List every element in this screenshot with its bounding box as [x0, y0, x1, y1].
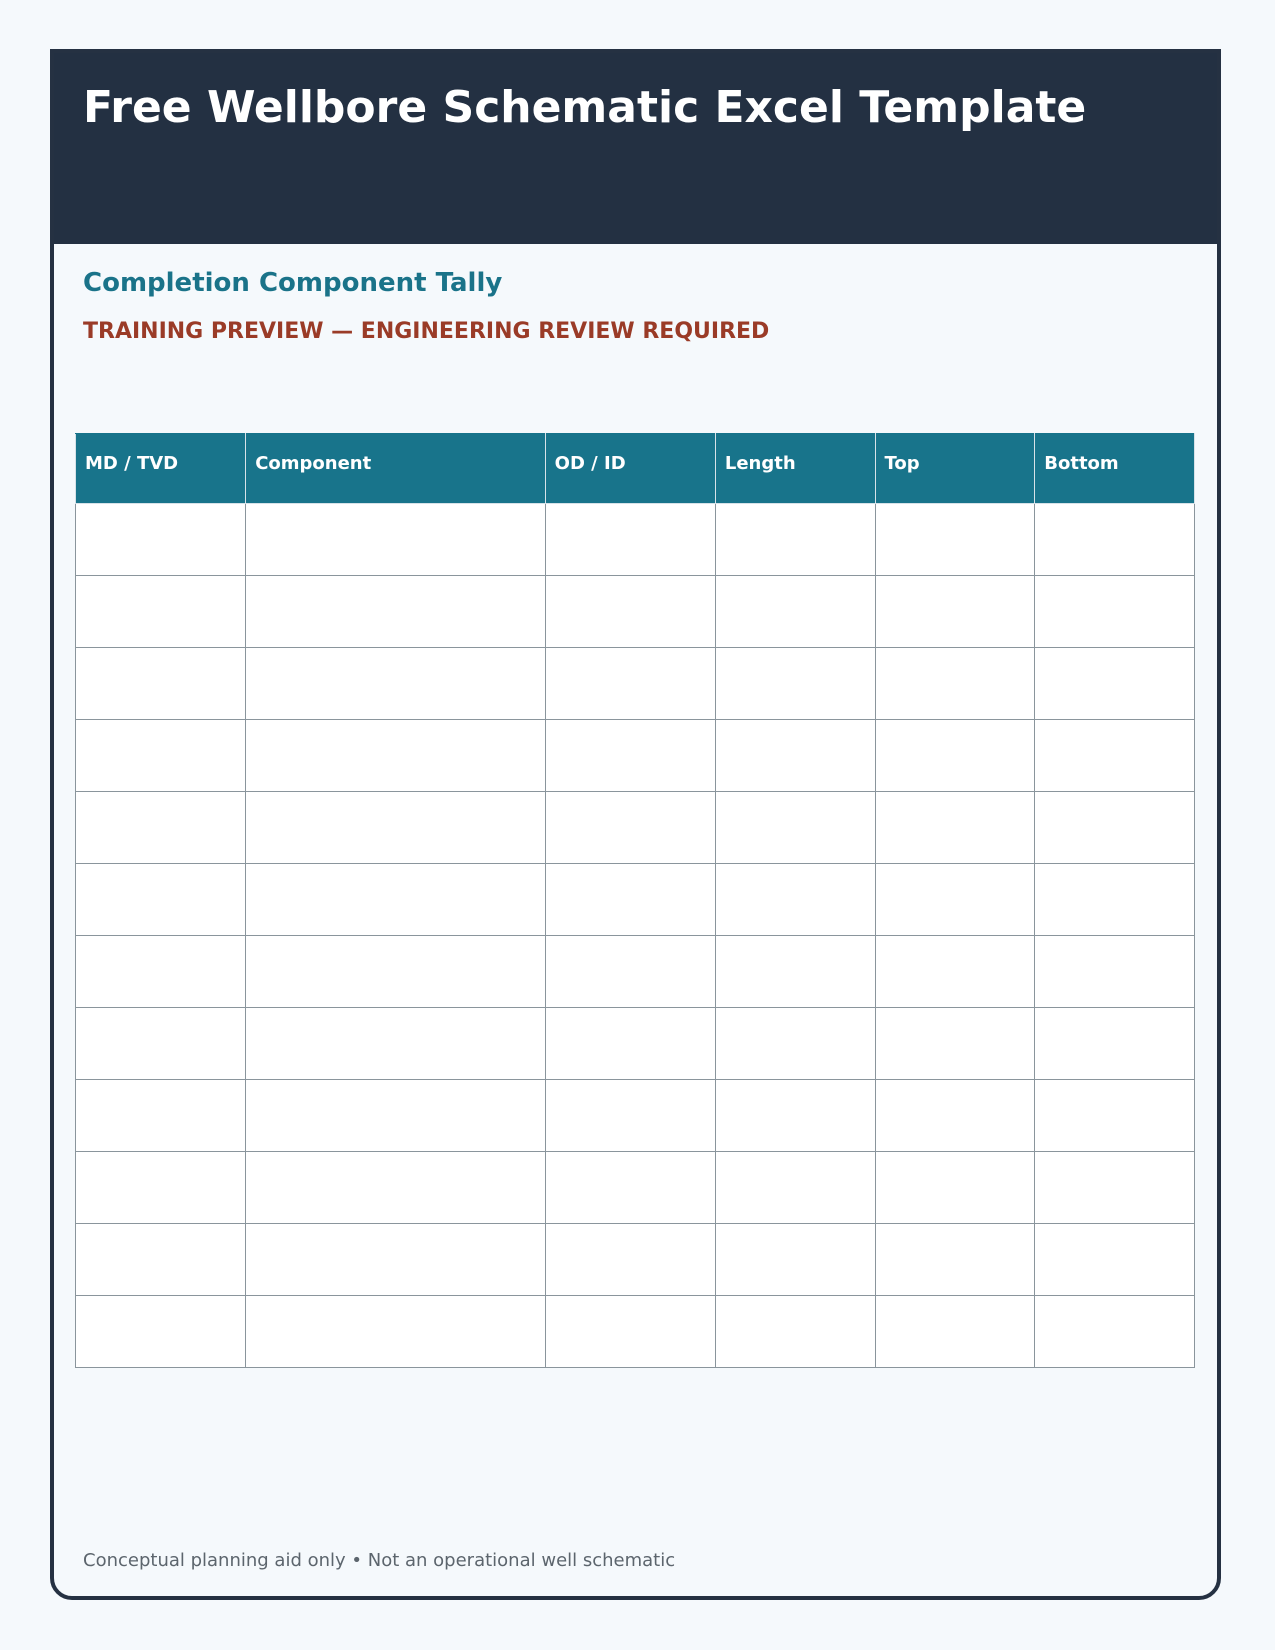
table-cell[interactable] [875, 648, 1035, 720]
table-cell[interactable] [715, 936, 875, 1008]
table-row [76, 504, 1195, 576]
column-header-length: Length [715, 434, 875, 504]
table-cell[interactable] [1035, 792, 1195, 864]
table-cell[interactable] [246, 720, 545, 792]
column-header-od-id: OD / ID [545, 434, 715, 504]
table-cell[interactable] [246, 1224, 545, 1296]
table-row [76, 1080, 1195, 1152]
table-header-row [76, 434, 1195, 504]
table-cell[interactable] [715, 792, 875, 864]
table-cell[interactable] [246, 864, 545, 936]
table-cell[interactable] [76, 1296, 246, 1368]
table-row [76, 648, 1195, 720]
table-cell[interactable] [76, 1152, 246, 1224]
table-cell[interactable] [875, 1224, 1035, 1296]
table-cell[interactable] [1035, 864, 1195, 936]
table-cell[interactable] [76, 1080, 246, 1152]
table-cell[interactable] [1035, 1224, 1195, 1296]
table-cell[interactable] [715, 648, 875, 720]
table-cell[interactable] [875, 720, 1035, 792]
section-title: Completion Component Tally [83, 268, 503, 298]
table-cell[interactable] [715, 1296, 875, 1368]
table-cell[interactable] [1035, 1296, 1195, 1368]
template-page [50, 49, 1221, 1600]
table-row [76, 576, 1195, 648]
table-cell[interactable] [545, 1008, 715, 1080]
table-cell[interactable] [715, 1152, 875, 1224]
column-header-top: Top [875, 434, 1035, 504]
table-cell[interactable] [246, 1152, 545, 1224]
table-cell[interactable] [76, 792, 246, 864]
table-cell[interactable] [875, 504, 1035, 576]
table-cell[interactable] [715, 1008, 875, 1080]
document-title: Free Wellbore Schematic Excel Template [83, 82, 1087, 133]
table-cell[interactable] [545, 648, 715, 720]
table-cell[interactable] [715, 864, 875, 936]
table-cell[interactable] [875, 576, 1035, 648]
table-cell[interactable] [715, 576, 875, 648]
table-cell[interactable] [1035, 648, 1195, 720]
table-cell[interactable] [545, 576, 715, 648]
table-cell[interactable] [875, 1008, 1035, 1080]
table-cell[interactable] [545, 720, 715, 792]
table-cell[interactable] [715, 1080, 875, 1152]
table-row [76, 792, 1195, 864]
table-row [76, 720, 1195, 792]
table-cell[interactable] [875, 936, 1035, 1008]
table-row [76, 1008, 1195, 1080]
table-cell[interactable] [246, 576, 545, 648]
table-cell[interactable] [76, 504, 246, 576]
table-body [76, 504, 1195, 1368]
table-cell[interactable] [1035, 1008, 1195, 1080]
table-cell[interactable] [875, 1152, 1035, 1224]
table-cell[interactable] [875, 1296, 1035, 1368]
table-row [76, 1296, 1195, 1368]
footnote: Conceptual planning aid only • Not an operational well schematic [83, 1550, 676, 1571]
component-tally-table [75, 433, 1195, 1368]
table-cell[interactable] [545, 792, 715, 864]
table-cell[interactable] [76, 648, 246, 720]
table-cell[interactable] [1035, 504, 1195, 576]
table-cell[interactable] [76, 1224, 246, 1296]
column-header-md-tvd: MD / TVD [76, 434, 246, 504]
table-cell[interactable] [545, 1224, 715, 1296]
table-cell[interactable] [715, 720, 875, 792]
table-cell[interactable] [76, 576, 246, 648]
table-row [76, 936, 1195, 1008]
table-cell[interactable] [545, 504, 715, 576]
table-cell[interactable] [545, 1080, 715, 1152]
table-cell[interactable] [76, 864, 246, 936]
table-cell[interactable] [246, 648, 545, 720]
review-warning: TRAINING PREVIEW — ENGINEERING REVIEW REQUIRED [83, 319, 770, 344]
table-cell[interactable] [715, 504, 875, 576]
table-cell[interactable] [246, 792, 545, 864]
table-cell[interactable] [76, 1008, 246, 1080]
table-cell[interactable] [545, 936, 715, 1008]
table-cell[interactable] [246, 1296, 545, 1368]
table-cell[interactable] [246, 504, 545, 576]
table-row [76, 1152, 1195, 1224]
table-cell[interactable] [545, 1152, 715, 1224]
table-row [76, 1224, 1195, 1296]
table-cell[interactable] [1035, 1152, 1195, 1224]
table-cell[interactable] [1035, 1080, 1195, 1152]
column-header-bottom: Bottom [1035, 434, 1195, 504]
table-cell[interactable] [545, 864, 715, 936]
table-cell[interactable] [875, 864, 1035, 936]
table-cell[interactable] [246, 936, 545, 1008]
table-cell[interactable] [246, 1008, 545, 1080]
table-cell[interactable] [1035, 720, 1195, 792]
column-header-component: Component [246, 434, 545, 504]
table-row [76, 864, 1195, 936]
table-cell[interactable] [1035, 936, 1195, 1008]
table-cell[interactable] [76, 936, 246, 1008]
table-cell[interactable] [875, 792, 1035, 864]
header-band [54, 53, 1217, 244]
table-cell[interactable] [545, 1296, 715, 1368]
table-cell[interactable] [1035, 576, 1195, 648]
table-cell[interactable] [246, 1080, 545, 1152]
table-cell[interactable] [76, 720, 246, 792]
table-cell[interactable] [715, 1224, 875, 1296]
table-cell[interactable] [875, 1080, 1035, 1152]
